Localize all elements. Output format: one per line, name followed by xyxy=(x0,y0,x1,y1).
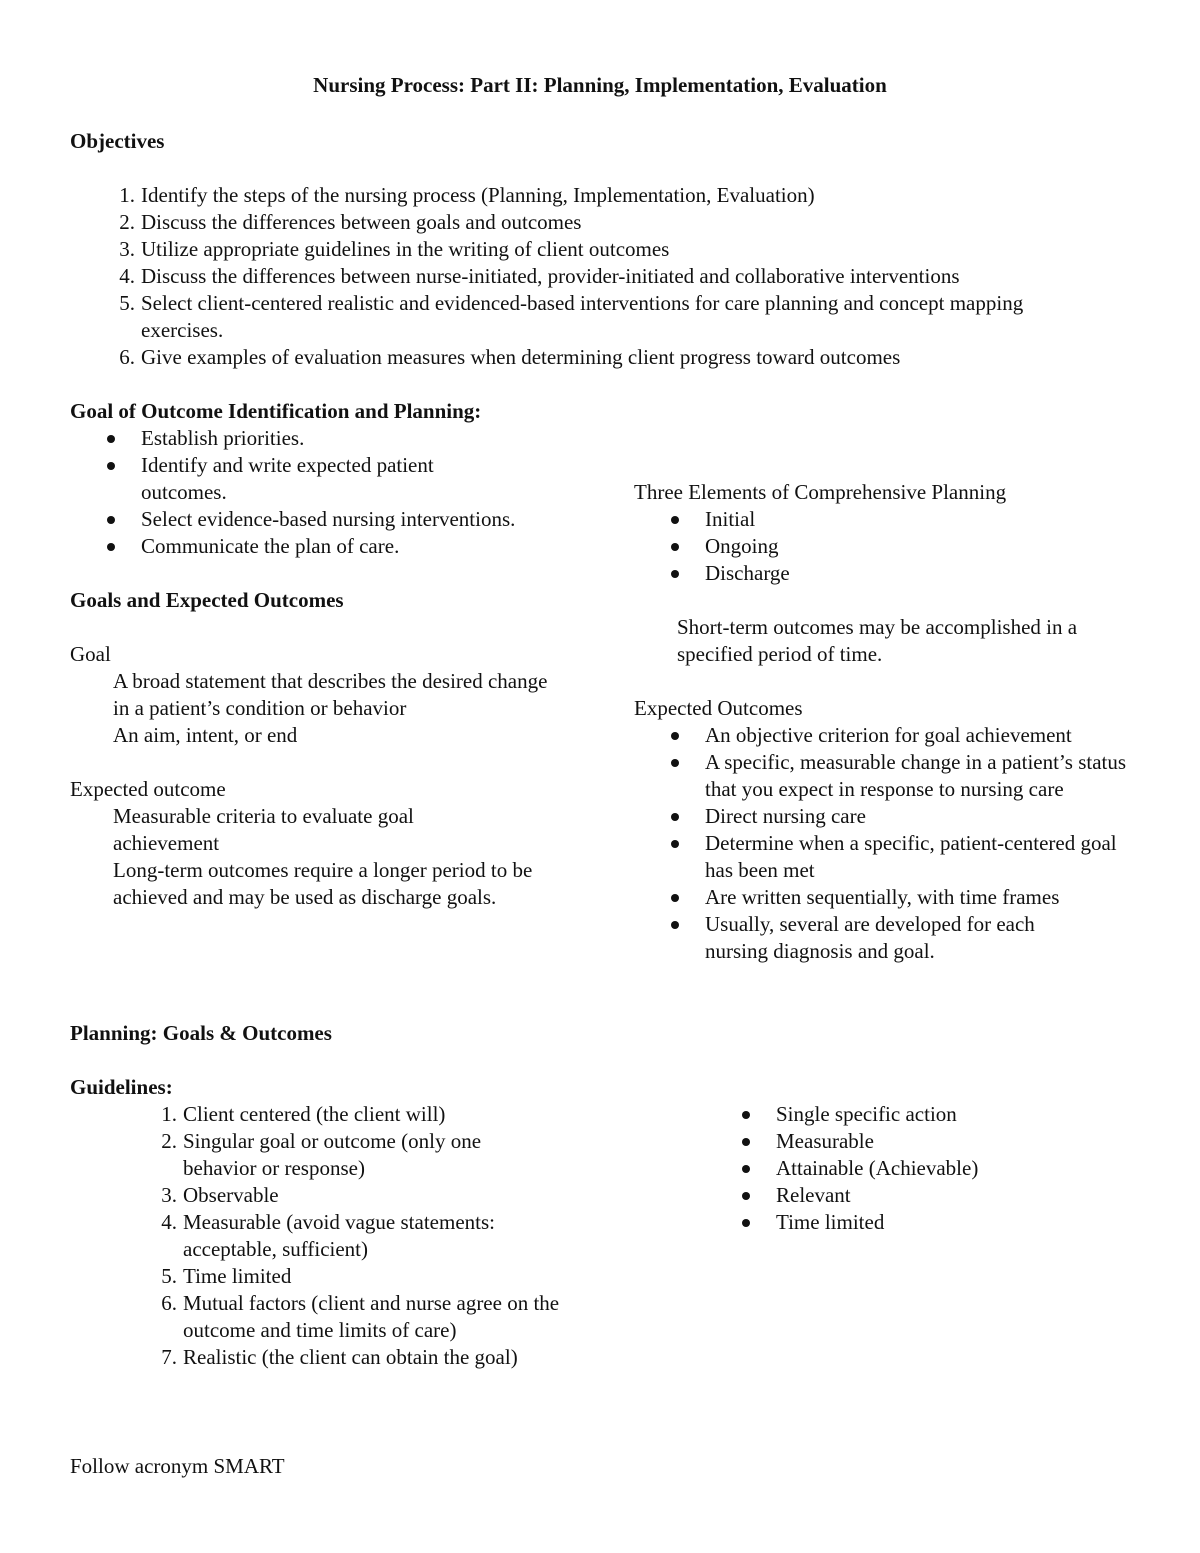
smart-item: Single specific action xyxy=(776,1101,1136,1128)
planning-goals-heading: Planning: Goals & Outcomes xyxy=(70,1021,332,1045)
expected-outcomes-item: Direct nursing care xyxy=(705,803,1135,830)
objective-item: 2. Discuss the differences between goals and outcomes xyxy=(119,210,582,234)
expected-outcomes-item: Are written sequentially, with time frames xyxy=(705,884,1135,911)
guideline-item: 4. Measurable (avoid vague statements: acceptable, sufficient) xyxy=(161,1210,495,1261)
goal-planning-heading: Goal of Outcome Identification and Planning: xyxy=(70,399,482,423)
three-elements-heading: Three Elements of Comprehensive Planning xyxy=(634,480,1007,504)
objective-item: 3. Utilize appropriate guidelines in the writing of client outcomes xyxy=(119,237,670,261)
goal-planning-list xyxy=(141,425,581,560)
guideline-item: 5. Time limited xyxy=(161,1264,292,1288)
objective-item: 6. Give examples of evaluation measures when determining client progress toward outcomes xyxy=(119,345,901,369)
expected-outcomes-item: A specific, measurable change in a patient’s status that you expect in response to nursing care xyxy=(705,749,1135,803)
expected-outcome-line: Measurable criteria to evaluate goal achievement xyxy=(113,804,414,855)
smart-item: Attainable (Achievable) xyxy=(776,1155,1136,1182)
goal-planning-item: Establish priorities. xyxy=(141,425,581,452)
guideline-item: 1. Client centered (the client will) xyxy=(161,1102,446,1126)
goal-line: A broad statement that describes the desired change in a patient’s condition or behavior xyxy=(113,669,548,720)
three-elements-item: Ongoing xyxy=(705,533,1125,560)
expected-outcome-label: Expected outcome xyxy=(70,777,226,801)
guideline-item: 6. Mutual factors (client and nurse agree on the outcome and time limits of care) xyxy=(161,1291,560,1342)
three-elements-item: Initial xyxy=(705,506,1125,533)
goal-description xyxy=(113,668,553,749)
goal-planning-item: Select evidence-based nursing interventions. xyxy=(141,506,581,533)
expected-outcomes-item: An objective criterion for goal achievement xyxy=(705,722,1135,749)
guideline-item: 7. Realistic (the client can obtain the goal) xyxy=(161,1345,518,1369)
expected-outcomes-item: Usually, several are developed for each nursing diagnosis and goal. xyxy=(705,911,1095,965)
expected-outcomes-heading: Expected Outcomes xyxy=(634,696,803,720)
footer-note: Follow acronym SMART xyxy=(70,1454,285,1478)
smart-item: Time limited xyxy=(776,1209,1136,1236)
guideline-item: 2. Singular goal or outcome (only one behavior or response) xyxy=(161,1129,482,1180)
guideline-item: 3. Observable xyxy=(161,1183,279,1207)
objective-item: 1. Identify the steps of the nursing process (Planning, Implementation, Evaluation) xyxy=(119,183,815,207)
objectives-list xyxy=(119,182,1101,371)
goal-line: An aim, intent, or end xyxy=(113,723,298,747)
expected-outcomes-item: Determine when a specific, patient-centered goal has been met xyxy=(705,830,1135,884)
smart-item: Measurable xyxy=(776,1128,1136,1155)
smart-item: Relevant xyxy=(776,1182,1136,1209)
objective-item: 4. Discuss the differences between nurse-initiated, provider-initiated and collaborative interventions xyxy=(119,264,960,288)
guidelines-heading: Guidelines: xyxy=(70,1075,173,1099)
expected-outcome-line: Long-term outcomes require a longer period to be achieved and may be used as discharge goals. xyxy=(113,858,533,909)
expected-outcome-description xyxy=(113,803,563,911)
objectives-heading: Objectives xyxy=(70,129,165,153)
three-elements-list xyxy=(705,506,1125,587)
three-elements-item: Discharge xyxy=(705,560,1125,587)
expected-outcomes-list xyxy=(705,722,1135,965)
goals-outcomes-heading: Goals and Expected Outcomes xyxy=(70,588,344,612)
page-title: Nursing Process: Part II: Planning, Implementation, Evaluation xyxy=(313,73,887,97)
objective-item: 5. Select client-centered realistic and evidenced-based interventions for care planning and concept mapping exercises. xyxy=(119,291,1024,342)
smart-list xyxy=(776,1101,1136,1236)
goal-planning-item: Identify and write expected patient outcomes. xyxy=(141,452,481,506)
goal-planning-item: Communicate the plan of care. xyxy=(141,533,581,560)
guidelines-list xyxy=(161,1101,568,1371)
goal-label: Goal xyxy=(70,642,111,666)
short-term-note: Short-term outcomes may be accomplished in a specified period of time. xyxy=(677,615,1078,666)
